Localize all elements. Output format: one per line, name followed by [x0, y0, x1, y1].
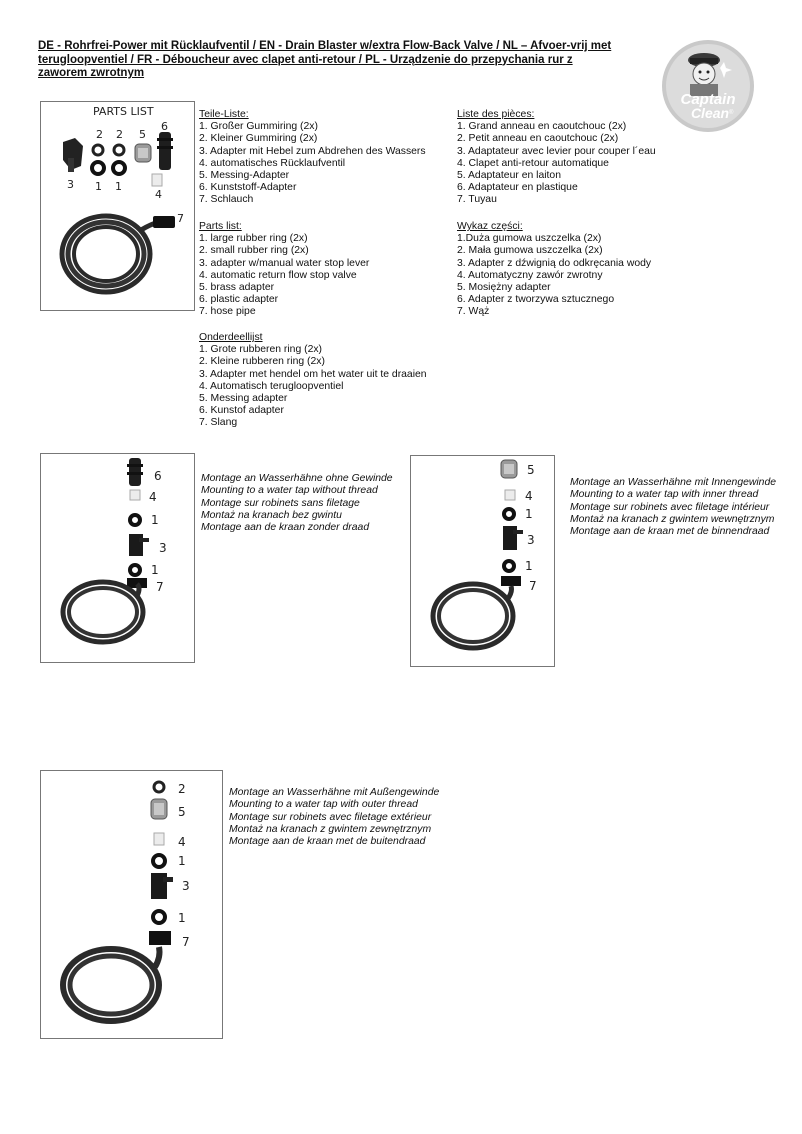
- parts-list-nl-item: 5. Messing adapter: [199, 393, 288, 405]
- parts-list-nl-item: 6. Kunstof adapter: [199, 405, 284, 417]
- parts-list-de-item: 6. Kunststoff-Adapter: [199, 182, 297, 194]
- parts-list-nl: [199, 332, 427, 430]
- parts-list-en-heading: Parts list:: [199, 221, 242, 232]
- photo-parts-label: PARTS LIST: [93, 105, 154, 118]
- parts-list-en: [199, 221, 369, 319]
- caption-line: Montage an Wasserhähne ohne Gewinde: [201, 473, 393, 484]
- caption-line: Montaż na kranach bez gwintu: [201, 509, 342, 521]
- logo-registered-mark: ®: [729, 110, 734, 116]
- photo2-label-7: 7: [156, 580, 164, 594]
- photo3-label-5: 5: [527, 463, 535, 477]
- photo1-label-6: 6: [161, 120, 168, 133]
- parts-list-pl-item: 1.Duża gumowa uszczelka (2x): [457, 233, 602, 245]
- photo1-label-2b: 2: [116, 128, 123, 141]
- parts-list-nl-item: 4. Automatisch terugloopventiel: [199, 380, 344, 392]
- caption-no-thread: [201, 473, 393, 534]
- photo4-label-1b: 1: [178, 911, 186, 925]
- parts-list-nl-heading: Onderdeellijst: [199, 332, 263, 343]
- parts-list-pl-item: 7. Wąż: [457, 306, 490, 318]
- parts-list-fr-item: 5. Adaptateur en laiton: [457, 170, 561, 182]
- parts-list-de-item: 4. automatisches Rücklaufventil: [199, 157, 346, 169]
- parts-list-fr-item: 2. Petit anneau en caoutchouc (2x): [457, 133, 619, 145]
- parts-list-fr-item: 7. Tuyau: [457, 194, 497, 206]
- parts-list-de-item: 7. Schlauch: [199, 194, 254, 206]
- parts-list-pl-item: 6. Adapter z tworzywa sztucznego: [457, 294, 615, 306]
- parts-list-nl-item: 7. Slang: [199, 417, 238, 429]
- parts-list-de-item: 3. Adapter mit Hebel zum Abdrehen des Wassers: [199, 145, 426, 157]
- assembly-photo-inner-thread: [410, 455, 555, 667]
- photo4-label-7: 7: [182, 935, 190, 949]
- parts-list-pl-item: 3. Adapter z dźwignią do odkręcania wody: [457, 257, 652, 269]
- parts-list-pl-item: 5. Mosiężny adapter: [457, 282, 551, 294]
- parts-list-en-item: 4. automatic return flow stop valve: [199, 269, 357, 281]
- parts-list-fr-item: 6. Adaptateur en plastique: [457, 182, 578, 194]
- caption-line: Montage sur robinets sans filetage: [201, 497, 360, 509]
- parts-list-en-item: 3. adapter w/manual water stop lever: [199, 257, 370, 269]
- photo3-label-4: 4: [525, 489, 533, 503]
- parts-list-fr-item: 1. Grand anneau en caoutchouc (2x): [457, 121, 627, 133]
- parts-list-en-item: 1. large rubber ring (2x): [199, 233, 308, 245]
- parts-list-nl-item: 1. Grote rubberen ring (2x): [199, 344, 323, 356]
- photo2-label-1b: 1: [151, 563, 159, 577]
- title-line-3: zaworem zwrotnym: [38, 67, 145, 79]
- parts-list-nl-item: 2. Kleine rubberen ring (2x): [199, 356, 325, 368]
- caption-line: Montaż na kranach z gwintem zewnętrznym: [229, 823, 432, 835]
- photo3-label-1b: 1: [525, 559, 533, 573]
- caption-line: Montage sur robinets avec filetage intérieur: [570, 501, 770, 513]
- captain-clean-logo: [660, 38, 756, 134]
- photo4-label-4: 4: [178, 835, 186, 849]
- photo2-label-1a: 1: [151, 513, 159, 527]
- title-line-1: DE - Rohrfrei-Power mit Rücklaufventil / EN - Drain Blaster w/extra Flow-Back Valve / NL – Afvoer-vrij met: [38, 40, 612, 52]
- caption-line: Montage an Wasserhähne mit Innengewinde: [570, 477, 777, 488]
- photo3-label-1a: 1: [525, 507, 533, 521]
- title-line-2: terugloopventiel / FR - Déboucheur avec clapet anti-retour / PL - Urządzenie do przepychania rur z: [38, 53, 573, 66]
- photo2-label-3: 3: [159, 541, 167, 555]
- caption-line: Montage an Wasserhähne mit Außengewinde: [229, 787, 440, 798]
- parts-list-fr-item: 3. Adaptateur avec levier pour couper l´eau: [457, 145, 656, 157]
- photo1-label-1b: 1: [115, 180, 122, 193]
- caption-outer-thread: [229, 787, 439, 848]
- photo1-label-7: 7: [177, 212, 184, 225]
- caption-line: Montaż na kranach z gwintem wewnętrznym: [570, 513, 775, 525]
- assembly-photo-outer-thread: [40, 770, 223, 1039]
- assembly-photo-no-thread: [40, 453, 195, 663]
- photo2-label-6: 6: [154, 469, 162, 483]
- parts-list-de-item: 1. Großer Gummiring (2x): [199, 121, 318, 133]
- logo-text-clean: Clean: [690, 105, 730, 121]
- caption-line: Montage aan de kraan zonder draad: [201, 522, 370, 534]
- photo3-label-3: 3: [527, 533, 535, 547]
- parts-list-en-item: 6. plastic adapter: [199, 294, 279, 306]
- photo1-label-5: 5: [139, 128, 146, 141]
- parts-list-en-item: 2. small rubber ring (2x): [199, 245, 309, 257]
- parts-list-fr-item: 4. Clapet anti-retour automatique: [457, 157, 609, 169]
- parts-list-en-item: 7. hose pipe: [199, 306, 256, 318]
- photo1-label-4: 4: [155, 188, 162, 201]
- caption-line: Montage aan de kraan met de binnendraad: [570, 526, 770, 538]
- parts-list-pl-heading: Wykaz części:: [457, 221, 523, 232]
- logo-text-captain: Captain: [680, 91, 736, 108]
- caption-line: Montage sur robinets avec filetage extérieur: [229, 811, 432, 823]
- parts-list-fr-heading: Liste des pièces:: [457, 109, 535, 120]
- parts-list-en-item: 5. brass adapter: [199, 282, 275, 294]
- parts-list-de-item: 2. Kleiner Gummiring (2x): [199, 133, 318, 145]
- photo1-label-2a: 2: [96, 128, 103, 141]
- photo2-label-4: 4: [149, 490, 157, 504]
- parts-list-de-item: 5. Messing-Adapter: [199, 170, 290, 182]
- caption-line: Mounting to a water tap with inner thread: [570, 489, 759, 501]
- parts-list-de: [199, 109, 426, 207]
- photo4-label-2: 2: [178, 782, 186, 796]
- photo3-label-7: 7: [529, 579, 537, 593]
- parts-list-de-heading: Teile-Liste:: [199, 109, 249, 120]
- caption-line: Montage aan de kraan met de buitendraad: [229, 836, 426, 848]
- parts-list-fr: [457, 109, 656, 207]
- photo1-label-1a: 1: [95, 180, 102, 193]
- parts-list-nl-item: 3. Adapter met hendel om het water uit te draaien: [199, 368, 427, 380]
- caption-line: Mounting to a water tap without thread: [201, 485, 378, 497]
- photo4-label-5: 5: [178, 805, 186, 819]
- parts-list-pl-item: 4. Automatyczny zawór zwrotny: [457, 269, 603, 281]
- parts-list-photo: [40, 101, 195, 311]
- photo4-label-1a: 1: [178, 854, 186, 868]
- caption-inner-thread: [570, 477, 776, 538]
- parts-list-pl-item: 2. Mała gumowa uszczelka (2x): [457, 245, 603, 257]
- photo4-label-3: 3: [182, 879, 190, 893]
- photo1-label-3: 3: [67, 178, 74, 191]
- caption-line: Mounting to a water tap with outer thread: [229, 799, 418, 811]
- parts-list-pl: [457, 221, 651, 319]
- document-title: [38, 40, 658, 81]
